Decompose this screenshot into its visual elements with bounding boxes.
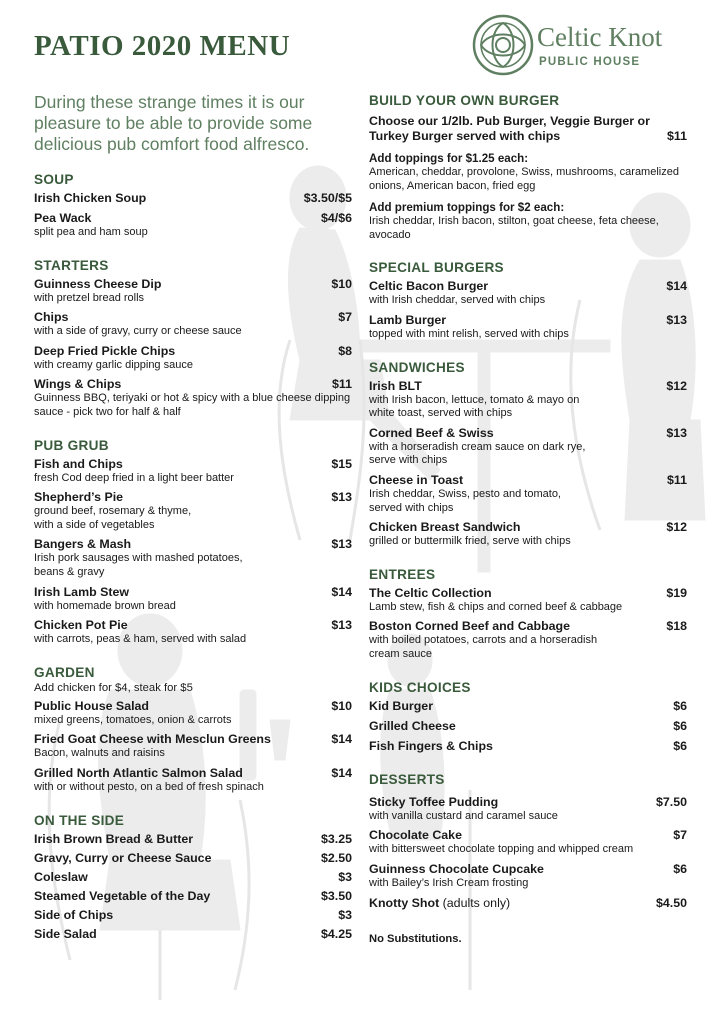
section-title: SANDWICHES — [369, 359, 465, 375]
logo-name: Celtic Knot — [537, 22, 663, 52]
item-price: $3.50 — [320, 888, 352, 903]
section-kids-choices — [369, 680, 687, 754]
item-price: $13 — [331, 490, 352, 505]
menu-item — [34, 457, 352, 486]
menu-item — [34, 870, 352, 885]
item-price: $14 — [331, 584, 352, 599]
item-price: $12 — [666, 378, 687, 393]
item-name: Chocolate Cake — [369, 828, 462, 843]
item-description: with Irish bacon, lettuce, tomato & mayo on white toast, served with chips — [369, 393, 580, 420]
item-description: with Bailey’s Irish Cream frosting — [369, 876, 529, 889]
menu-item — [369, 114, 687, 144]
item-name: Irish Lamb Stew — [34, 584, 130, 599]
menu-item — [34, 699, 352, 728]
item-price: $3.25 — [320, 831, 352, 846]
item-name: Side of Chips — [34, 907, 114, 922]
menu-item — [34, 191, 352, 206]
premium-toppings-title: Add premium toppings for $2 each: — [369, 201, 565, 215]
item-description: with Irish cheddar, served with chips — [369, 294, 546, 307]
item-name: Choose our 1/2lb. Pub Burger, Veggie Burger or Turkey Burger served with chips — [369, 114, 650, 143]
item-description: with bittersweet chocolate topping and whipped cream — [369, 843, 634, 856]
item-name: Pea Wack — [34, 211, 92, 225]
item-description: ground beef, rosemary & thyme, with a side of vegetables — [34, 505, 192, 531]
menu-item — [34, 277, 352, 306]
item-price: $3.50/$5 — [303, 191, 352, 205]
item-name: Gravy, Curry or Cheese Sauce — [34, 850, 212, 865]
menu-item — [369, 586, 687, 615]
item-name: Side Salad — [34, 926, 97, 941]
section-sandwiches — [369, 360, 687, 549]
section-special-burgers — [369, 260, 687, 341]
item-description: with a side of gravy, curry or cheese sauce — [34, 325, 242, 338]
section-build-your-own-burger — [369, 93, 687, 242]
garden-note: Add chicken for $4, steak for $5 — [34, 681, 193, 694]
item-description: with creamy garlic dipping sauce — [34, 358, 193, 371]
item-price: $19 — [666, 585, 687, 600]
item-name: Bangers & Mash — [34, 537, 132, 552]
item-name: Deep Fried Pickle Chips — [34, 343, 176, 358]
item-name: Grilled North Atlantic Salmon Salad — [34, 765, 243, 780]
item-name: Guinness Chocolate Cupcake — [369, 861, 544, 876]
premium-toppings-list: Irish cheddar, Irish bacon, stilton, goat cheese, feta cheese, avocado — [369, 215, 659, 241]
section-garden — [34, 665, 352, 795]
menu-item — [34, 766, 352, 795]
menu-item — [369, 279, 687, 308]
section-desserts — [369, 772, 687, 912]
menu-item — [369, 828, 687, 857]
item-name: Irish Brown Bread & Butter — [34, 831, 194, 846]
menu-item — [369, 379, 687, 421]
item-description: with pretzel bread rolls — [34, 291, 145, 304]
item-name: Public House Salad — [34, 698, 149, 713]
item-price: $11 — [667, 472, 687, 487]
section-soup — [34, 172, 352, 240]
section-title: STARTERS — [34, 257, 109, 273]
item-description: with or without pesto, on a bed of fresh spinach — [34, 780, 264, 793]
menu-item — [369, 719, 687, 734]
item-price: $18 — [666, 619, 687, 634]
section-on-the-side — [34, 813, 352, 942]
menu-item — [34, 537, 352, 579]
item-name: Guinness Cheese Dip — [34, 276, 162, 291]
left-column — [34, 172, 352, 955]
item-price: $11 — [667, 129, 687, 143]
item-name: Chips — [34, 310, 69, 325]
section-pub-grub — [34, 438, 352, 647]
item-price: $4/$6 — [320, 211, 352, 225]
menu-item — [369, 795, 687, 824]
menu-item — [369, 520, 687, 549]
toppings-block — [369, 151, 687, 193]
item-price: $6 — [673, 861, 687, 876]
menu-item — [34, 889, 352, 904]
right-column — [369, 93, 687, 945]
item-name: Irish BLT — [369, 378, 422, 393]
page-title: PATIO 2020 MENU — [34, 30, 291, 62]
menu-item — [34, 732, 352, 761]
menu-item — [34, 211, 352, 240]
item-price: $7.50 — [655, 794, 687, 809]
shot-tag: (adults only) — [442, 896, 511, 911]
menu-item — [369, 862, 687, 891]
menu-item — [34, 490, 352, 532]
section-title: PUB GRUB — [34, 437, 109, 453]
section-starters — [34, 258, 352, 420]
section-title: ON THE SIDE — [34, 812, 125, 828]
item-name: Chicken Breast Sandwich — [369, 520, 521, 535]
item-name — [369, 896, 510, 911]
section-title: SOUP — [34, 172, 74, 187]
item-name: Cheese in Toast — [369, 472, 464, 487]
item-description: grilled or buttermilk fried, serve with chips — [369, 535, 571, 548]
item-description: with a horseradish cream sauce on dark rye, serve with chips — [369, 440, 586, 467]
menu-item — [34, 310, 352, 339]
item-name: Fish and Chips — [34, 456, 123, 471]
item-price: $4.25 — [320, 926, 352, 941]
item-price: $12 — [666, 520, 687, 535]
menu-item — [34, 851, 352, 866]
item-name: Chicken Pot Pie — [34, 618, 128, 633]
item-price: $3 — [338, 869, 352, 884]
shot-name: Knotty Shot — [369, 896, 440, 911]
item-price: $11 — [332, 377, 352, 392]
section-title: GARDEN — [34, 664, 95, 680]
menu-item — [34, 908, 352, 923]
menu-item — [34, 585, 352, 614]
menu-item — [34, 344, 352, 373]
premium-toppings-block — [369, 200, 687, 242]
menu-item — [369, 313, 687, 342]
menu-item — [369, 896, 687, 911]
item-price: $13 — [666, 425, 687, 440]
item-name: Corned Beef & Swiss — [369, 425, 494, 440]
section-title: KIDS CHOICES — [369, 679, 471, 695]
item-price: $8 — [338, 343, 352, 358]
menu-item — [369, 426, 687, 468]
item-price: $7 — [338, 310, 352, 325]
item-price: $14 — [331, 765, 352, 780]
menu-item — [369, 699, 687, 714]
item-price: $10 — [331, 698, 352, 713]
item-price: $4.50 — [655, 896, 687, 911]
item-name: Wings & Chips — [34, 377, 122, 392]
logo — [472, 14, 702, 76]
item-name: Fried Goat Cheese with Mesclun Greens — [34, 732, 271, 747]
item-price: $14 — [666, 279, 687, 294]
item-name: Shepherd’s Pie — [34, 490, 124, 505]
menu-item — [34, 832, 352, 847]
item-name: Kid Burger — [369, 698, 434, 713]
menu-item — [369, 473, 687, 515]
item-price: $10 — [331, 276, 352, 291]
item-price: $13 — [666, 312, 687, 327]
section-entrees — [369, 567, 687, 662]
item-name: Coleslaw — [34, 869, 88, 884]
item-price: $3 — [338, 907, 352, 922]
celtic-knot-icon — [472, 14, 534, 76]
item-name: Lamb Burger — [369, 312, 447, 327]
item-price: $13 — [331, 537, 352, 552]
item-description: with carrots, peas & ham, served with salad — [34, 633, 247, 646]
item-price: $15 — [331, 456, 352, 471]
item-price: $6 — [673, 698, 687, 713]
item-name: Boston Corned Beef and Cabbage — [369, 619, 571, 634]
item-price: $13 — [331, 618, 352, 633]
logo-subtitle: PUBLIC HOUSE — [539, 56, 641, 68]
item-name: Steamed Vegetable of the Day — [34, 888, 211, 903]
item-name: Grilled Cheese — [369, 718, 456, 733]
item-price: $6 — [673, 718, 687, 733]
menu-item — [369, 619, 687, 661]
item-price: $2.50 — [320, 850, 352, 865]
item-description: with homemade brown bread — [34, 599, 176, 612]
menu-item — [34, 377, 352, 419]
item-description: topped with mint relish, served with chips — [369, 327, 569, 340]
item-name: Fish Fingers & Chips — [369, 738, 493, 753]
item-description: with boiled potatoes, carrots and a horseradish cream sauce — [369, 634, 598, 660]
item-description: mixed greens, tomatoes, onion & carrots — [34, 713, 232, 726]
item-description: with vanilla custard and caramel sauce — [369, 809, 558, 822]
section-title: DESSERTS — [369, 771, 445, 787]
menu-item — [34, 927, 352, 942]
no-substitutions-note: No Substitutions. — [369, 933, 462, 946]
item-description: Guinness BBQ, teriyaki or hot & spicy with a blue cheese dipping sauce - pick two for half & half — [34, 392, 351, 418]
section-title: BUILD YOUR OWN BURGER — [369, 93, 560, 108]
item-name: The Celtic Collection — [369, 585, 492, 600]
item-price: $6 — [673, 738, 687, 753]
item-name: Celtic Bacon Burger — [369, 279, 489, 294]
intro-text: During these strange times it is our pleasure to be able to provide some delicious pub comfort food alfresco. — [34, 92, 313, 154]
toppings-title: Add toppings for $1.25 each: — [369, 152, 529, 165]
item-name: Irish Chicken Soup — [34, 191, 147, 205]
section-title: SPECIAL BURGERS — [369, 260, 504, 276]
item-price: $7 — [673, 828, 687, 843]
item-description: Irish pork sausages with mashed potatoes, beans & gravy — [34, 552, 243, 578]
item-description: fresh Cod deep fried in a light beer batter — [34, 471, 234, 484]
menu-item — [34, 618, 352, 647]
item-description: Bacon, walnuts and raisins — [34, 747, 165, 760]
menu-item — [369, 739, 687, 754]
item-description: Irish cheddar, Swiss, pesto and tomato, served with chips — [369, 487, 561, 514]
section-title: ENTREES — [369, 566, 436, 582]
item-description: split pea and ham soup — [34, 226, 148, 238]
item-description: Lamb stew, fish & chips and corned beef & cabbage — [369, 600, 623, 613]
item-name: Sticky Toffee Pudding — [369, 794, 499, 809]
toppings-list: American, cheddar, provolone, Swiss, mushrooms, caramelized onions, American bacon, fried egg — [369, 166, 679, 192]
item-price: $14 — [331, 732, 352, 747]
